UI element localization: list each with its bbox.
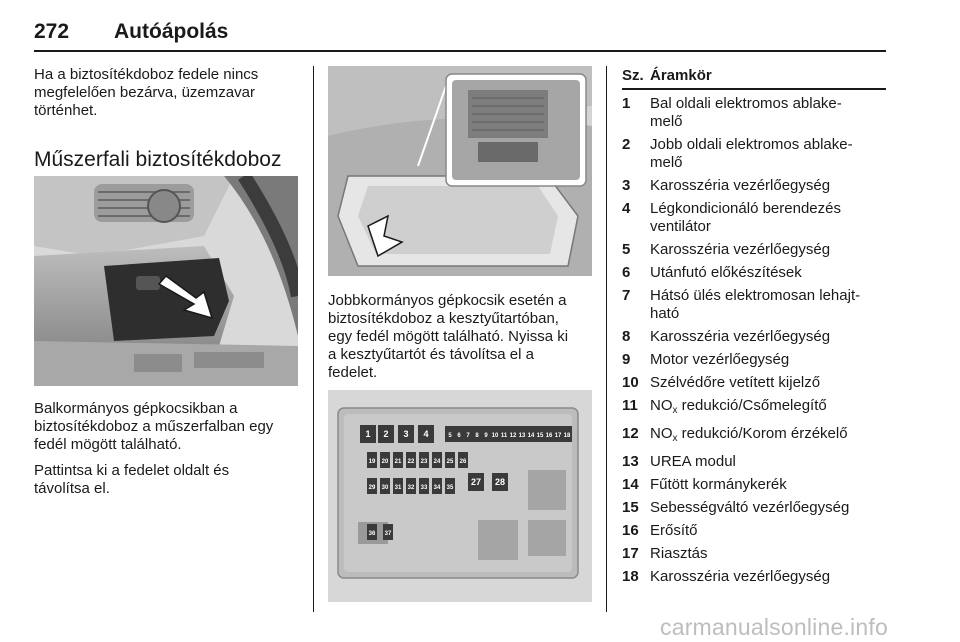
middle-caption-block: [328, 292, 592, 382]
circuit-line: Utánfutó előkészítések: [650, 264, 802, 281]
fuse-label: 30: [381, 485, 389, 491]
fuse-number: 17: [622, 545, 639, 562]
fuse-label: 22: [407, 459, 415, 465]
circuit-name: [650, 499, 886, 517]
circuit-name: [650, 522, 886, 540]
fuse-number: 2: [622, 136, 631, 153]
fuse-number: 3: [622, 177, 631, 194]
fuse-label: 9: [484, 433, 488, 439]
fuse-label: 1: [365, 429, 371, 439]
column-divider: [313, 66, 314, 612]
intro-line: Ha a biztosítékdoboz fedele nincs: [34, 66, 259, 83]
left-column: [34, 66, 300, 171]
column-divider: [606, 66, 607, 612]
fuse-label: 27: [470, 477, 482, 487]
table-row: [622, 499, 886, 517]
intro-line: történhet.: [34, 102, 98, 119]
circuit-text: redukció/Csőmelegítő: [677, 397, 827, 414]
fuse-label: 31: [394, 485, 402, 491]
circuit-text: redukció/Korom érzékelő: [677, 425, 848, 442]
subscript: x: [672, 433, 678, 444]
fuse-label: 19: [368, 459, 376, 465]
circuit-line: Sebességváltó vezérlőegység: [650, 499, 850, 516]
circuit-name: [650, 425, 886, 448]
fuse-box-diagram: [328, 390, 592, 602]
caption-line: fedél mögött található.: [34, 436, 182, 453]
caption-line: a kesztyűtartót és távolítsa el a: [328, 346, 534, 363]
circuit-line: Fűtött kormánykerék: [650, 476, 787, 493]
circuit-line: Motor vezérlőegység: [650, 351, 790, 368]
fuse-label: 26: [459, 459, 467, 465]
circuit-line: Szélvédőre vetített kijelző: [650, 374, 821, 391]
table-row: [622, 95, 886, 131]
fuse-number: 11: [622, 397, 638, 414]
table-row: [622, 397, 886, 420]
table-row: [622, 568, 886, 586]
fuse-label: 5: [448, 433, 452, 439]
fuse-label: 29: [368, 485, 376, 491]
table-row: [622, 177, 886, 195]
fuse-label: 6: [457, 433, 461, 439]
dashboard-illustration: [34, 176, 298, 386]
circuit-name: [650, 328, 886, 346]
circuit-name: [650, 177, 886, 195]
fuse-label: 18: [563, 433, 571, 439]
fuse-number: 9: [622, 351, 631, 368]
circuit-name: [650, 568, 886, 586]
circuit-line: melő: [650, 154, 683, 171]
fuse-number: 8: [622, 328, 631, 345]
fuse-label: 16: [545, 433, 553, 439]
fuse-label: 25: [446, 459, 454, 465]
caption-line: egy fedél mögött található. Nyissa ki: [328, 328, 569, 345]
caption-line: Jobbkormányos gépkocsik esetén a: [328, 292, 567, 309]
table-row: [622, 200, 886, 236]
fuse-label: 12: [509, 433, 517, 439]
page-number: 272: [34, 20, 70, 43]
watermark: carmanualsonline.info: [660, 614, 888, 640]
fuse-label: 32: [407, 485, 415, 491]
caption-line: fedelet.: [328, 364, 378, 381]
section-title: Műszerfali biztosítékdoboz: [34, 148, 282, 171]
circuit-line: Karosszéria vezérlőegység: [650, 241, 831, 258]
fuse-label: 13: [518, 433, 526, 439]
fuse-table: [622, 66, 886, 586]
fuse-number: 1: [622, 95, 631, 112]
table-row: [622, 287, 886, 323]
fuse-label: 8: [475, 433, 479, 439]
table-body: [622, 95, 886, 586]
circuit-text: NO: [650, 397, 673, 414]
circuit-name: [650, 136, 886, 172]
fuse-number: 18: [622, 568, 639, 585]
fuse-label: 17: [554, 433, 562, 439]
fuse-label: 11: [500, 433, 508, 439]
fuse-label: 28: [494, 477, 506, 487]
fuse-label: 20: [381, 459, 389, 465]
fuse-number: 13: [622, 453, 639, 470]
fuse-number: 7: [622, 287, 631, 304]
instruction-line: Pattintsa ki a fedelet oldalt és: [34, 462, 230, 479]
circuit-line: Erősítő: [650, 522, 698, 539]
table-row: [622, 241, 886, 259]
table-row: [622, 328, 886, 346]
table-row: [622, 374, 886, 392]
header-number: Sz.: [622, 67, 644, 84]
fuse-label: 14: [527, 433, 535, 439]
fuse-number: 5: [622, 241, 631, 258]
table-row: [622, 476, 886, 494]
dashboard-photo: [34, 176, 298, 386]
glovebox-illustration: [328, 66, 592, 276]
circuit-name: [650, 374, 886, 392]
circuit-line: Hátsó ülés elektromosan lehajt-: [650, 287, 861, 304]
circuit-line: Karosszéria vezérlőegység: [650, 177, 831, 194]
fuse-label: 21: [394, 459, 402, 465]
circuit-name: [650, 476, 886, 494]
header-circuit: Áramkör: [650, 67, 712, 84]
fuse-label: 7: [466, 433, 470, 439]
circuit-line: Riasztás: [650, 545, 708, 562]
fuse-label: 23: [420, 459, 428, 465]
fuse-label: 15: [536, 433, 544, 439]
fuse-label: 2: [383, 429, 389, 439]
table-row: [622, 264, 886, 282]
circuit-line: Karosszéria vezérlőegység: [650, 328, 831, 345]
instruction-line: távolítsa el.: [34, 480, 110, 497]
table-header: [622, 66, 886, 90]
circuit-line: Bal oldali elektromos ablake-: [650, 95, 842, 112]
circuit-line: melő: [650, 113, 683, 130]
fuse-number: 10: [622, 374, 639, 391]
circuit-name: [650, 545, 886, 563]
glovebox-photo: [328, 66, 592, 276]
table-row: [622, 136, 886, 172]
fuse-number: 6: [622, 264, 631, 281]
page-title: Autóápolás: [114, 20, 229, 43]
caption-line: biztosítékdoboz a műszerfalban egy: [34, 418, 274, 435]
fuse-number: 15: [622, 499, 639, 516]
circuit-line: ható: [650, 305, 680, 322]
fuse-number: 4: [622, 200, 631, 217]
fuse-box-illustration: [328, 390, 592, 602]
fuse-number: 16: [622, 522, 639, 539]
circuit-line: ventilátor: [650, 218, 711, 235]
fuse-label: 3: [403, 429, 409, 439]
circuit-name: [650, 200, 886, 236]
fuse-label: 35: [446, 485, 454, 491]
subscript: x: [672, 405, 678, 416]
intro-line: megfelelően bezárva, üzemzavar: [34, 84, 255, 101]
circuit-name: [650, 397, 886, 420]
table-row: [622, 351, 886, 369]
fuse-number: 14: [622, 476, 639, 493]
circuit-name: [650, 241, 886, 259]
circuit-name: [650, 264, 886, 282]
table-row: [622, 425, 886, 448]
table-row: [622, 545, 886, 563]
caption-line: Balkormányos gépkocsikban a: [34, 400, 238, 417]
fuse-number: 12: [622, 425, 639, 442]
circuit-line: Jobb oldali elektromos ablake-: [650, 136, 853, 153]
circuit-line: UREA modul: [650, 453, 736, 470]
circuit-name: [650, 287, 886, 323]
caption-line: biztosítékdoboz a kesztyűtartóban,: [328, 310, 559, 327]
circuit-line: Légkondicionáló berendezés: [650, 200, 841, 217]
circuit-name: [650, 351, 886, 369]
table-row: [622, 453, 886, 471]
left-caption-block: [34, 400, 300, 498]
fuse-label: 24: [433, 459, 441, 465]
page-header: [34, 20, 886, 52]
fuse-label: 4: [423, 429, 429, 439]
fuse-label: 34: [433, 485, 441, 491]
circuit-name: [650, 95, 886, 131]
table-row: [622, 522, 886, 540]
circuit-name: [650, 453, 886, 471]
fuse-label: 33: [420, 485, 428, 491]
fuse-label: 10: [491, 433, 499, 439]
circuit-line: Karosszéria vezérlőegység: [650, 568, 831, 585]
circuit-text: NO: [650, 425, 673, 442]
fuse-label: 37: [384, 531, 392, 537]
fuse-label: 36: [368, 531, 376, 537]
